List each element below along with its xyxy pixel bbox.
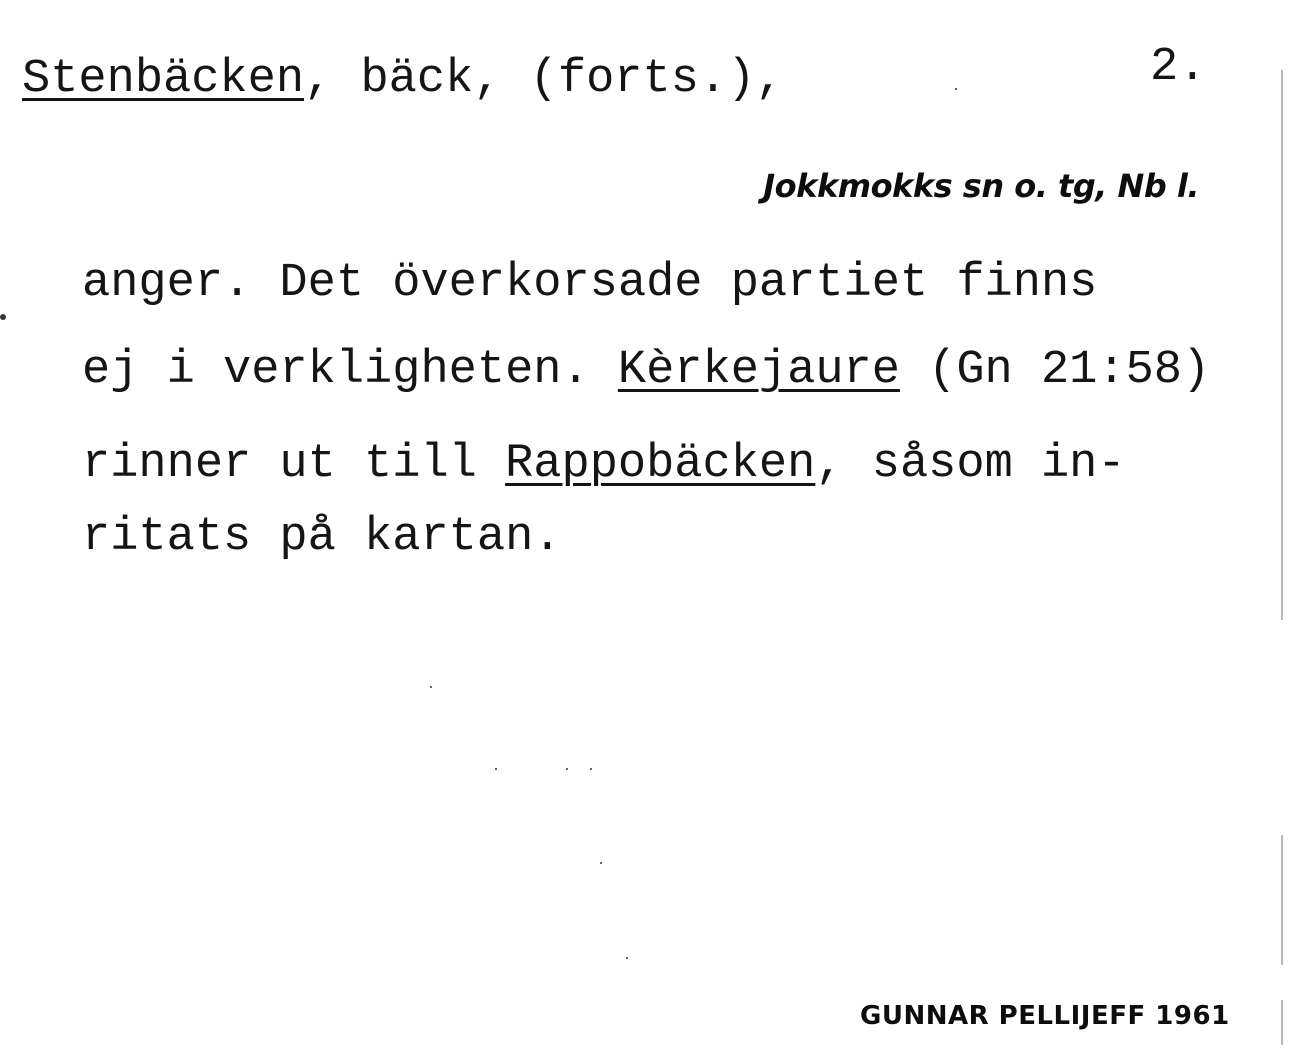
body-line-4: ritats på kartan. — [82, 511, 562, 564]
scan-speck — [430, 686, 432, 688]
body-line-3-end: , såsom in- — [815, 438, 1126, 491]
scan-speck — [0, 314, 6, 320]
body-line-3-start: rinner ut till — [82, 438, 506, 491]
headword: Stenbäcken — [22, 53, 305, 106]
scan-speck — [955, 88, 957, 90]
place-name-kerkejaure: Kèrkejaure — [617, 344, 900, 397]
page-number: 2. — [1150, 41, 1207, 94]
scan-speck — [626, 957, 628, 959]
heading-rest: , bäck, (forts.), — [304, 53, 784, 106]
body-line-2-end: (Gn 21:58) — [899, 344, 1211, 397]
signature: GUNNAR PELLIJEFF 1961 — [860, 1001, 1230, 1031]
card-heading — [22, 50, 784, 110]
body-line-2-start: ej i verkligheten. — [82, 344, 618, 397]
body-line-2 — [82, 341, 1210, 401]
scan-speck — [566, 768, 568, 770]
place-name-rappobacken: Rappobäcken — [505, 438, 816, 491]
scan-speck — [600, 862, 602, 864]
scan-edge-line — [1281, 70, 1283, 620]
region-label: Jokkmokks sn o. tg, Nb l. — [763, 167, 1199, 205]
body-line-1: anger. Det överkorsade partiet finns — [82, 257, 1098, 310]
scan-edge-line — [1281, 1000, 1283, 1045]
scan-edge-line — [1281, 835, 1283, 965]
scan-speck — [495, 768, 497, 770]
scan-speck — [590, 768, 592, 770]
body-line-3 — [82, 435, 1126, 495]
